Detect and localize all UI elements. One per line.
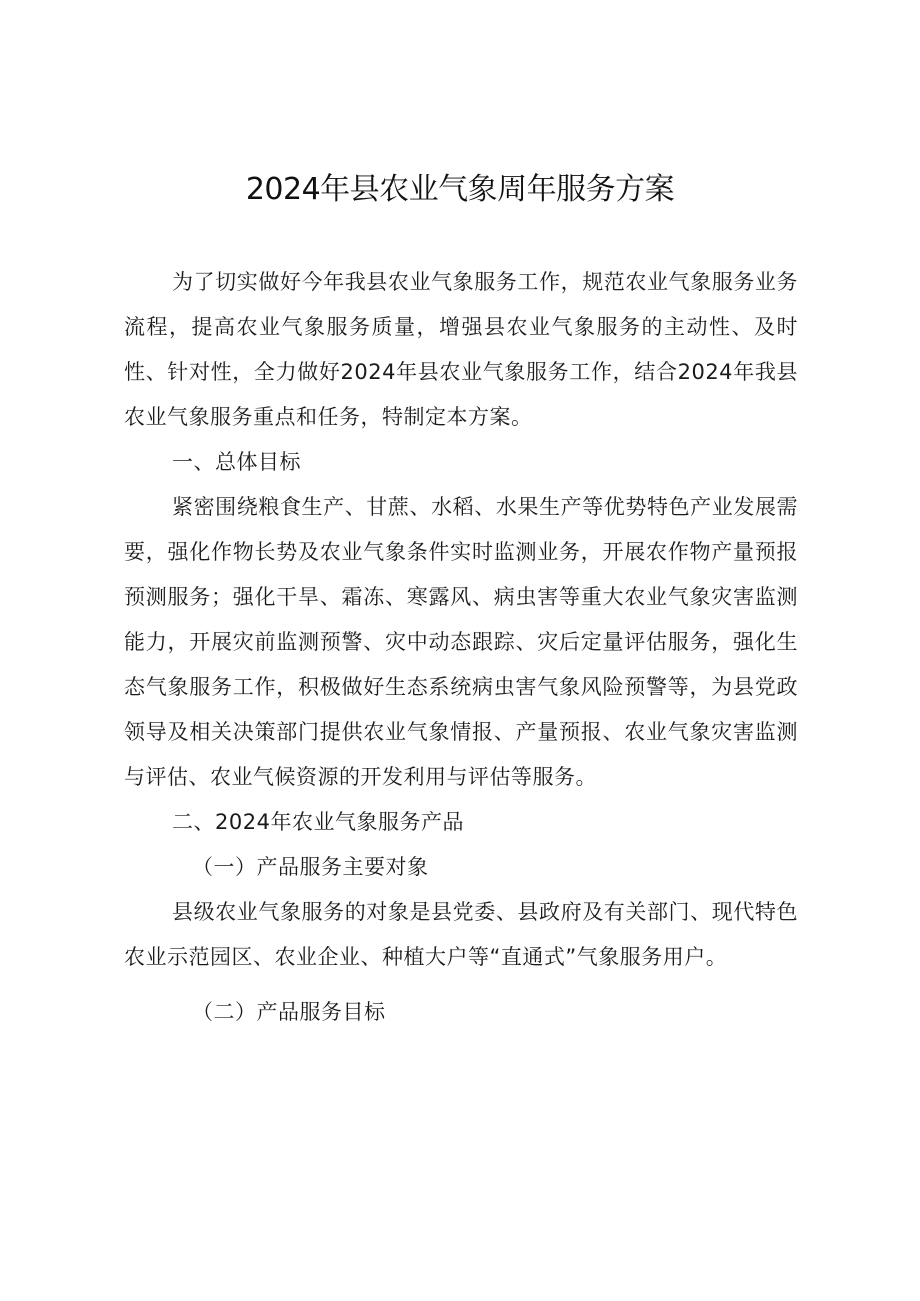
document-body	[124, 260, 798, 1035]
section-heading-overall-goal: 一、总体目标	[172, 450, 301, 474]
subsection-heading-service-goals: （二）产品服务目标	[192, 1000, 386, 1024]
overall-goal-paragraph: 紧密围绕粮食生产、甘蔗、水稻、水果生产等优势特色产业发展需要，强化作物长势及农业气象条件实时监测业务，开展农作物产量预报预测服务；强化干旱、霜冻、寒露风、病虫害等重大农业气象灾害监测能力，开展灾前监测预警、灾中动态跟踪、灾后定量评估服务，强化生态气象服务工作，积极做好生态系统病虫害气象风险预警等，为县党政领导及相关决策部门提供农业气象情报、产量预报、农业气象灾害监测与评估、农业气候资源的开发利用与评估等服务。	[124, 495, 798, 789]
document-title: 2024年县农业气象周年服务方案	[245, 172, 675, 207]
service-targets-paragraph: 县级农业气象服务的对象是县党委、县政府及有关部门、现代特色农业示范园区、农业企业、种植大户等“直通式”气象服务用户。	[124, 900, 798, 969]
section-heading-service-products: 二、2024年农业气象服务产品	[172, 810, 464, 834]
intro-paragraph: 为了切实做好今年我县农业气象服务工作，规范农业气象服务业务流程，提高农业气象服务质量，增强县农业气象服务的主动性、及时性、针对性，全力做好2024年县农业气象服务工作，结合2024年我县农业气象服务重点和任务，特制定本方案。	[124, 270, 798, 429]
subsection-heading-service-targets: （一）产品服务主要对象	[192, 855, 429, 879]
